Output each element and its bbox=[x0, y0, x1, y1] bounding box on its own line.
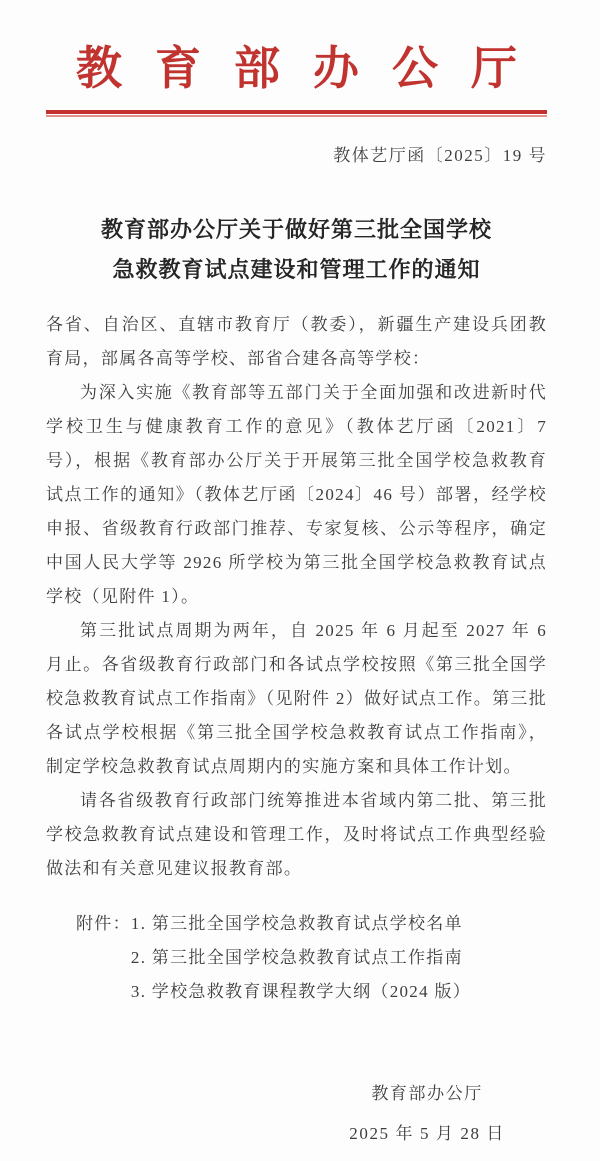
attachment-item: 3. 学校急救教育课程教学大纲（2024 版） bbox=[130, 982, 472, 1001]
letterhead bbox=[46, 32, 550, 98]
body-paragraph: 请各省级教育行政部门统筹推进本省域内第二批、第三批学校急救教育试点建设和管理工作，及时将试点工作典型经验做法和有关意见建议报教育部。 bbox=[46, 791, 547, 878]
signature-org: 教育部办公厅 bbox=[371, 1084, 483, 1103]
attachment-item: 1. 第三批全国学校急救教育试点学校名单 bbox=[130, 914, 463, 933]
letterhead-divider bbox=[46, 110, 547, 117]
salutation: 各省、自治区、直辖市教育厅（教委），新疆生产建设兵团教育局，部属各高等学校、部省合建各高等学校： bbox=[46, 315, 547, 368]
attachments-list bbox=[131, 907, 471, 1009]
letterhead-org-name: 教育部办公厅 bbox=[76, 43, 550, 94]
attachments-section bbox=[46, 907, 547, 1009]
signature-date: 2025 年 5 月 28 日 bbox=[349, 1124, 505, 1143]
notice-title bbox=[46, 210, 547, 290]
notice-title-line2: 急救教育试点建设和管理工作的通知 bbox=[112, 257, 481, 282]
body-paragraph: 第三批试点周期为两年，自 2025 年 6 月起至 2027 年 6 月止。各省级教育行政部门和各试点学校按照《第三批全国学校急救教育试点工作指南》（见附件 2）做好试点工作。第三批各试点学校根据《第三批全国学校急救教育试点工作指南》，制定学校急救教育试点周期内的实施方案和具体工作计划。 bbox=[46, 621, 547, 776]
doc-reference-number: 教体艺厅函〔2025〕19 号 bbox=[333, 146, 547, 165]
signature-block bbox=[349, 1079, 505, 1149]
notice-body bbox=[46, 308, 547, 886]
attachments-label: 附件： bbox=[76, 914, 131, 933]
body-paragraph: 为深入实施《教育部等五部门关于全面加强和改进新时代学校卫生与健康教育工作的意见》（教体艺厅函〔2021〕7 号），根据《教育部办公厅关于开展第三批全国学校急救教育试点工作的通知》（教体艺厅函〔2024〕46 号）部署，经学校申报、省级教育行政部门推荐、专家复核、公示等程序，确定中国人民大学等 2926 所学校为第三批全国学校急救教育试点学校（见附件 1）。 bbox=[46, 383, 547, 606]
notice-title-line1: 教育部办公厅关于做好第三批全国学校 bbox=[100, 217, 492, 242]
attachment-item: 2. 第三批全国学校急救教育试点工作指南 bbox=[130, 948, 463, 967]
